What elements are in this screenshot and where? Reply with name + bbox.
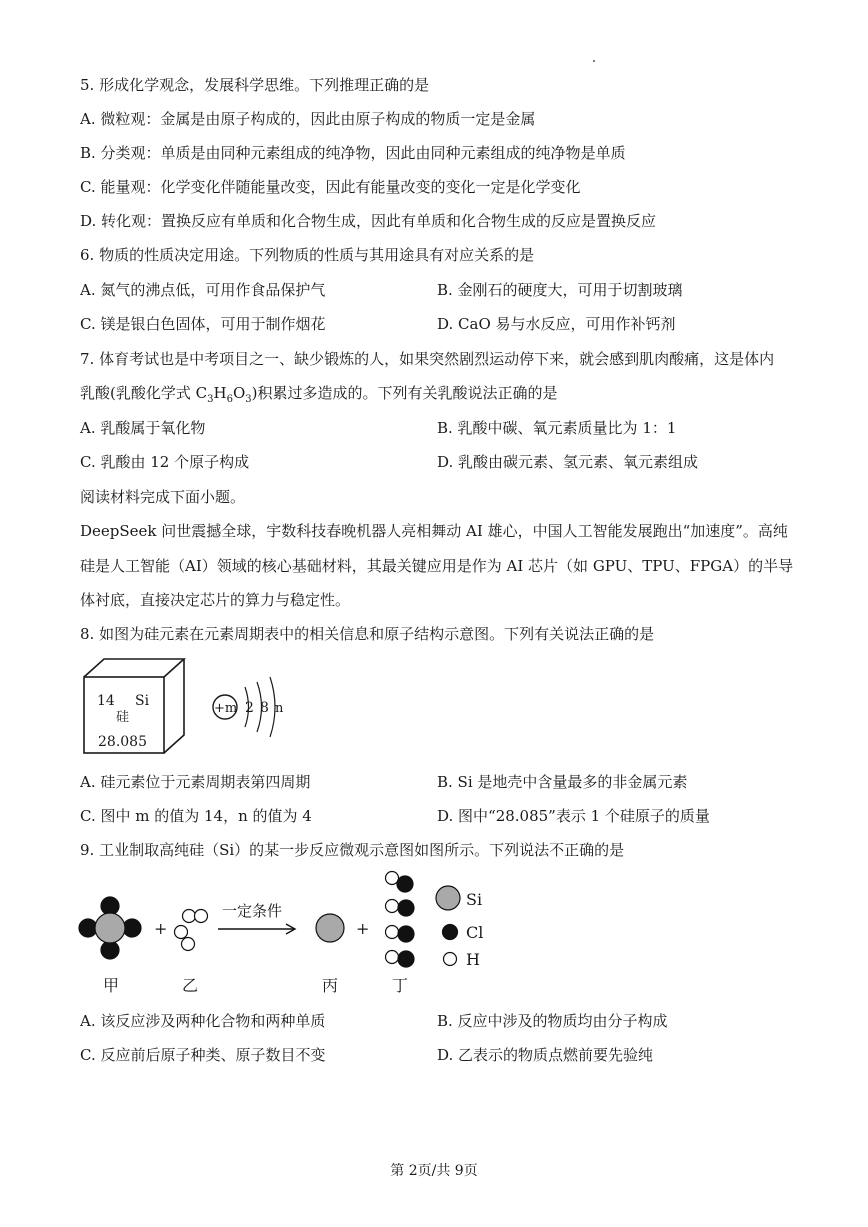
reading-line3: 体衬底，直接决定芯片的算力与稳定性。	[80, 591, 351, 609]
reading-line2: 硅是人工智能（AI）领域的核心基础材料，其最关键应用是作为 AI 芯片（如 GPU、TPU、FPGA）的半导	[80, 557, 794, 575]
reading-intro: 阅读材料完成下面小题。	[80, 488, 246, 506]
q9-stem: 9. 工业制取高纯硅（Si）的某一步反应微观示意图如图所示。下列说法不正确的是	[80, 841, 625, 859]
element-symbol: Si	[135, 693, 150, 709]
cell-top-face	[84, 659, 184, 677]
q8-option-a: A. 硅元素位于元素周期表第四周期	[80, 773, 311, 791]
q7-option-a: A. 乳酸属于氧化物	[80, 419, 206, 437]
cl-atom	[398, 951, 414, 967]
h-atom	[195, 910, 208, 923]
q5-option-b: B. 分类观：单质是由同种元素组成的纯净物，因此由同种元素组成的纯净物是单质	[80, 144, 626, 162]
cell-side-face	[164, 659, 184, 753]
h-atom	[183, 910, 196, 923]
atomic-number: 14	[97, 693, 115, 709]
electrons-shell-3: n	[275, 701, 284, 716]
scan-speck	[593, 60, 595, 62]
cl-atom	[101, 897, 119, 915]
q7-sub-o: 3	[245, 394, 252, 405]
reaction-condition: 一定条件	[222, 902, 283, 920]
q8-option-d: D. 图中“28.085”表示 1 个硅原子的质量	[437, 807, 710, 825]
label-yi: 乙	[182, 976, 199, 995]
legend-h-swatch	[444, 953, 457, 966]
q7-stem-line2	[80, 383, 558, 410]
q6-option-d: D. CaO 易与水反应，可用作补钙剂	[437, 315, 676, 333]
q7-sub-h: 6	[226, 394, 233, 405]
h-atom	[386, 951, 399, 964]
q6-option-a: A. 氮气的沸点低，可用作食品保护气	[80, 281, 326, 299]
q6-option-c: C. 镁是银白色固体，可用于制作烟花	[80, 315, 326, 333]
atom-structure	[213, 677, 284, 737]
legend-cl-label: Cl	[466, 923, 484, 942]
plus-sign-1: +	[154, 919, 168, 938]
q7-stem-pre: 乳酸(乳酸化学式 C	[80, 384, 208, 402]
electrons-shell-2: 8	[260, 700, 269, 716]
h-atom	[386, 926, 399, 939]
q7-formula-o: O	[232, 384, 246, 402]
cl-atom	[79, 919, 97, 937]
nucleus-charge: +m	[214, 701, 238, 716]
element-name: 硅	[116, 710, 130, 725]
h-atom	[182, 938, 195, 951]
q7-option-c: C. 乳酸由 12 个原子构成	[80, 453, 250, 471]
plus-sign-2: +	[356, 919, 370, 938]
page-number: 第 2页/共 9页	[390, 1163, 478, 1179]
h-atom	[175, 926, 188, 939]
q6-stem: 6. 物质的性质决定用途。下列物质的性质与其用途具有对应关系的是	[80, 246, 535, 264]
q9-option-a: A. 该反应涉及两种化合物和两种单质	[80, 1012, 326, 1030]
cl-atom	[123, 919, 141, 937]
q7-sub-c: 3	[207, 394, 214, 405]
legend	[436, 886, 483, 969]
cl-atom	[398, 900, 414, 916]
q9-option-c: C. 反应前后原子种类、原子数目不变	[80, 1046, 326, 1064]
label-bing: 丙	[322, 976, 339, 995]
reading-line1: DeepSeek 问世震撼全球，宇数科技春晚机器人亮相舞动 AI 雄心，中国人工智能发展跑出“加速度”。高纯	[80, 522, 788, 540]
legend-h-label: H	[466, 950, 480, 969]
q7-option-d: D. 乳酸由碳元素、氢元素、氧元素组成	[437, 453, 699, 471]
molecule-jia	[79, 897, 141, 959]
molecules-yi	[175, 910, 208, 951]
q6-option-b: B. 金刚石的硬度大，可用于切割玻璃	[437, 281, 683, 299]
q5-option-d: D. 转化观：置换反应有单质和化合物生成，因此有单质和化合物生成的反应是置换反应	[80, 212, 657, 230]
label-jia: 甲	[103, 976, 120, 995]
q5-option-c: C. 能量观：化学变化伴随能量改变，因此有能量改变的变化一定是化学变化	[80, 178, 581, 196]
h-atom	[386, 900, 399, 913]
q8-option-b: B. Si 是地壳中含量最多的非金属元素	[437, 773, 688, 791]
q5-option-a: A. 微粒观：金属是由原子构成的，因此由原子构成的物质一定是金属	[80, 110, 536, 128]
cl-atom	[397, 876, 413, 892]
label-ding: 丁	[392, 976, 409, 995]
electrons-shell-1: 2	[245, 700, 254, 716]
q7-option-b: B. 乳酸中碳、氧元素质量比为 1：1	[437, 419, 677, 437]
legend-cl-swatch	[443, 925, 458, 940]
molecule-bing-si	[316, 914, 344, 942]
reaction-diagram	[72, 866, 512, 998]
q7-formula-h: H	[213, 384, 227, 402]
q7-stem-post: )积累过多造成的。下列有关乳酸说法正确的是	[251, 384, 558, 402]
q9-option-d: D. 乙表示的物质点燃前要先验纯	[437, 1046, 654, 1064]
q8-stem: 8. 如图为硅元素在元素周期表中的相关信息和原子结构示意图。下列有关说法正确的是	[80, 625, 655, 643]
si-atom	[95, 913, 125, 943]
molecules-ding	[386, 872, 415, 968]
q8-option-c: C. 图中 m 的值为 14，n 的值为 4	[80, 807, 312, 825]
cl-atom	[101, 941, 119, 959]
cl-atom	[398, 926, 414, 942]
q9-option-b: B. 反应中涉及的物质均由分子构成	[437, 1012, 668, 1030]
q5-stem: 5. 形成化学观念，发展科学思维。下列推理正确的是	[80, 76, 430, 94]
q7-stem-line1: 7. 体育考试也是中考项目之一、缺少锻炼的人，如果突然剧烈运动停下来，就会感到肌肉酸痛，这是体内	[80, 350, 775, 368]
atomic-mass: 28.085	[98, 734, 147, 750]
legend-si-swatch	[436, 886, 460, 910]
silicon-figure	[80, 655, 320, 760]
legend-si-label: Si	[466, 890, 483, 909]
